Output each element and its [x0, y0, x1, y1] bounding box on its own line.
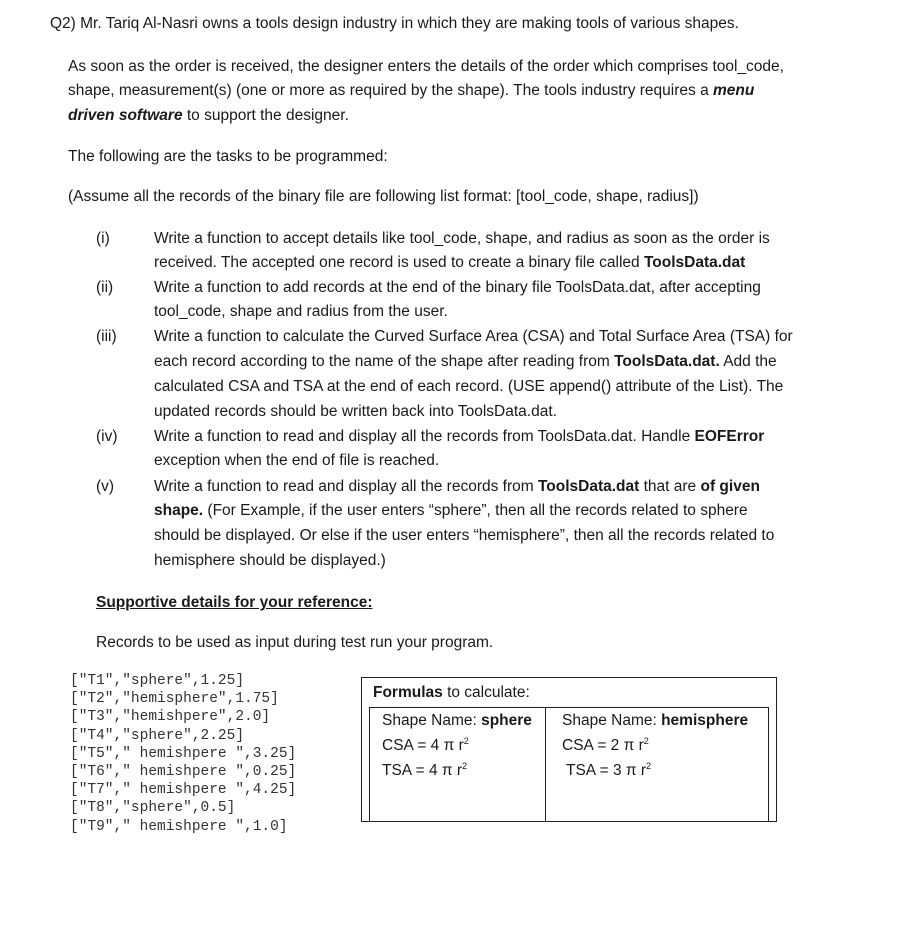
task-number: (iv) — [96, 428, 118, 445]
task-line — [154, 478, 760, 496]
file-name: ToolsData.dat. — [614, 353, 720, 370]
task-number: (ii) — [96, 279, 114, 296]
exponent: 2 — [462, 761, 468, 772]
shape-name: sphere — [481, 712, 532, 729]
shape-name-row — [562, 710, 768, 731]
records-code-block — [70, 672, 296, 836]
task-line: Write a function to add records at the end of the binary file ToolsData.dat, after accepting — [154, 279, 761, 296]
intro-line-3 — [68, 107, 349, 125]
task-text: each record according to the name of the shape after reading from — [154, 353, 615, 370]
intro-line-2 — [68, 82, 754, 100]
task-text: (For Example, if the user enters “sphere”, then all the records related to sphere — [203, 502, 748, 519]
file-name: ToolsData.dat — [643, 254, 746, 271]
formula-text: CSA = 2 π r — [562, 737, 644, 755]
file-name: ToolsData.dat — [537, 478, 640, 495]
shape-name-label: Shape Name: — [382, 712, 482, 729]
record-line: ["T9"," hemishpere ",1.0] — [70, 818, 288, 835]
task-line: hemisphere should be displayed.) — [154, 552, 386, 569]
tsa-formula — [382, 756, 545, 781]
task-line: Write a function to accept details like tool_code, shape, and radius as soon as the order is — [154, 230, 770, 247]
intro-emphasis: menu — [713, 82, 755, 99]
exponent: 2 — [463, 736, 469, 746]
task-text: Add the — [719, 353, 777, 370]
record-line: ["T3","hemishpere",2.0] — [70, 709, 271, 726]
task-text: Write a function to read and display all the records from ToolsData.dat. Handle — [154, 428, 695, 445]
record-line: ["T7"," hemishpere ",4.25] — [70, 782, 297, 799]
task-line: updated records should be written back into ToolsData.dat. — [154, 403, 557, 420]
task-line: tool_code, shape and radius from the user. — [154, 303, 448, 320]
task-line: calculated CSA and TSA at the end of each record. (USE append() attribute of the List). The — [154, 378, 784, 395]
formulas-heading-text: to calculate: — [442, 684, 530, 701]
tsa-formula — [562, 756, 768, 781]
exponent: 2 — [643, 736, 649, 746]
exception-name: EOFError — [694, 428, 765, 445]
formulas-box — [361, 677, 777, 822]
tasks-intro: The following are the tasks to be programmed: — [68, 148, 388, 165]
task-number: (i) — [96, 230, 110, 247]
formulas-heading — [362, 678, 776, 707]
formulas-table — [369, 707, 769, 821]
intro-text: to support the designer. — [182, 107, 349, 124]
task-text: received. The accepted one record is used to create a binary file called — [154, 254, 644, 271]
shape-name-row — [382, 710, 545, 731]
task-line — [154, 353, 777, 371]
record-line: ["T6"," hemishpere ",0.25] — [70, 764, 297, 781]
task-number: (v) — [96, 478, 115, 495]
support-heading: Supportive details for your reference: — [96, 594, 373, 611]
assumption-note: (Assume all the records of the binary file are following list format: [tool_code, shape, radius]) — [68, 188, 699, 205]
task-line: exception when the end of file is reached. — [154, 452, 440, 469]
record-line: ["T8","sphere",0.5] — [70, 800, 236, 817]
record-line: ["T5"," hemishpere ",3.25] — [70, 745, 297, 762]
intro-text: shape, measurement(s) (one or more as required by the shape). The tools industry requires a — [68, 82, 714, 99]
csa-formula — [562, 731, 768, 756]
record-line: ["T4","sphere",2.25] — [70, 727, 245, 744]
task-line — [154, 502, 748, 520]
csa-formula — [382, 731, 545, 756]
task-text: Write a function to read and display all the records from — [154, 478, 538, 495]
formula-text: TSA = 3 π r — [566, 762, 647, 780]
sphere-column — [370, 708, 546, 821]
record-line: ["T2","hemisphere",1.75] — [70, 691, 279, 708]
task-line — [154, 428, 764, 446]
task-number: (iii) — [96, 328, 117, 345]
task-line — [154, 254, 745, 272]
task-text: that are — [639, 478, 701, 495]
intro-emphasis: driven software — [68, 107, 183, 124]
question-title: Q2) Mr. Tariq Al-Nasri owns a tools design industry in which they are making tools of various shapes. — [50, 15, 739, 32]
task-line: should be displayed. Or else if the user enters “hemisphere”, then all the records related to — [154, 527, 775, 544]
hemisphere-column — [546, 708, 768, 821]
record-line: ["T1","sphere",1.25] — [70, 673, 245, 689]
formula-text: TSA = 4 π r — [382, 762, 463, 780]
task-emphasis: of given — [700, 478, 760, 495]
task-line: Write a function to calculate the Curved Surface Area (CSA) and Total Surface Area (TSA) for — [154, 328, 793, 345]
records-intro: Records to be used as input during test run your program. — [96, 634, 494, 651]
formulas-heading-bold: Formulas — [373, 684, 443, 701]
formula-text: CSA = 4 π r — [382, 737, 464, 755]
task-emphasis: shape. — [154, 502, 204, 519]
intro-line-1: As soon as the order is received, the designer enters the details of the order which comprises tool_code, — [68, 58, 784, 75]
exponent: 2 — [646, 761, 652, 772]
shape-name-label: Shape Name: — [562, 712, 662, 729]
shape-name: hemisphere — [661, 712, 749, 729]
